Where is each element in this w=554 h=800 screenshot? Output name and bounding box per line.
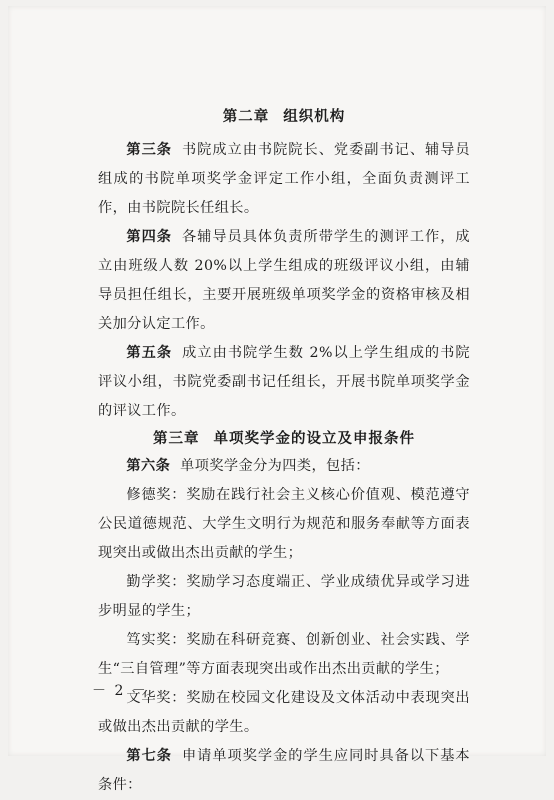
article-text: 成立由书院学生数 2%以上学生组成的书院评议小组，书院党委副书记任组长，开展书院单项奖学金的评议工作。 bbox=[98, 345, 470, 419]
article-5 bbox=[98, 339, 470, 426]
article-tag: 第七条 bbox=[126, 748, 172, 764]
article-7 bbox=[98, 742, 470, 800]
award-qinxue: 勤学奖：奖励学习态度端正、学业成绩优异或学习进步明显的学生； bbox=[98, 574, 470, 619]
article-tag: 第五条 bbox=[126, 345, 173, 361]
article-3 bbox=[98, 136, 470, 223]
article-text: 书院成立由书院院长、党委副书记、辅导员组成的书院单项奖学金评定工作小组，全面负责测评工作，由书院院长任组长。 bbox=[98, 142, 470, 216]
award-xiude: 修德奖：奖励在践行社会主义核心价值观、模范遵守公民道德规范、大学生文明行为规范和服务奉献等方面表现突出或做出杰出贡献的学生； bbox=[98, 487, 470, 561]
award-wenhua: 文华奖：奖励在校园文化建设及文体活动中表现突出或做出杰出贡献的学生。 bbox=[98, 690, 470, 735]
award-dushi: 笃实奖：奖励在科研竞赛、创新创业、社会实践、学生“三自管理”等方面表现突出或作出杰出贡献的学生； bbox=[98, 632, 470, 677]
article-text: 各辅导员具体负责所带学生的测评工作，成立由班级人数 20%以上学生组成的班级评议小组，由辅导员担任组长，主要开展班级单项奖学金的资格审核及相关加分认定工作。 bbox=[98, 229, 470, 332]
chapter-title: 组织机构 bbox=[283, 109, 346, 125]
article-text: 申请单项奖学金的学生应同时具备以下基本条件： bbox=[98, 748, 470, 793]
article-6 bbox=[98, 452, 470, 481]
article-tag: 第四条 bbox=[126, 229, 172, 245]
document-body bbox=[98, 105, 470, 800]
article-text: 单项奖学金分为四类，包括： bbox=[180, 458, 370, 474]
chapter-title: 单项奖学金的设立及申报条件 bbox=[213, 431, 415, 447]
article-4 bbox=[98, 223, 470, 339]
chapter-number: 第二章 bbox=[222, 109, 270, 125]
chapter-heading bbox=[98, 105, 470, 126]
chapter-heading bbox=[98, 427, 470, 448]
article-tag: 第三条 bbox=[126, 142, 172, 158]
chapter-number: 第三章 bbox=[153, 431, 200, 447]
article-tag: 第六条 bbox=[126, 458, 171, 474]
page-number: － 2 － bbox=[92, 683, 148, 699]
